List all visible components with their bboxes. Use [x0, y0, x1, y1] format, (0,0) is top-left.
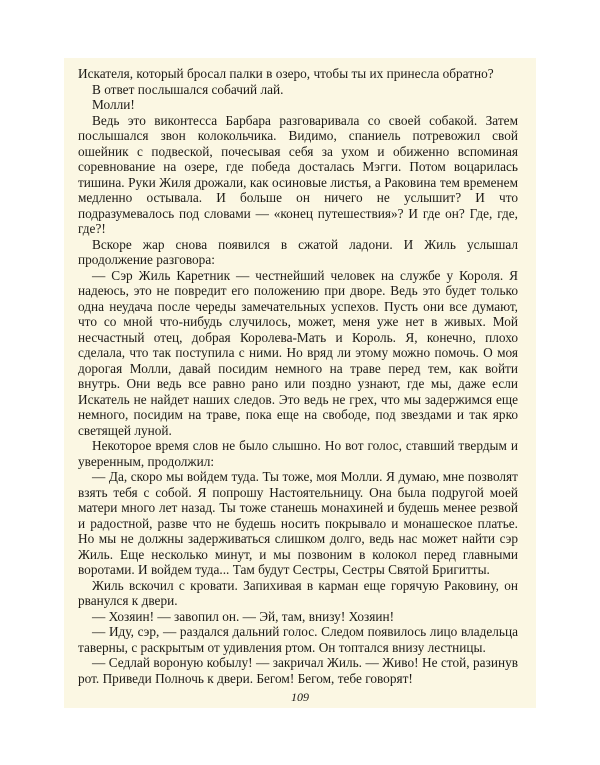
paragraph-11: — Иду, сэр, — раздался дальний голос. Следом появилось лицо владельца таверны, с раскрытым от удивления ртом. Он топтался внизу лестницы. [78, 624, 518, 655]
book-page [64, 58, 536, 708]
paragraph-1: Искателя, который бросал палки в озеро, чтобы ты их принесла обратно? [78, 66, 494, 81]
paragraph-8: — Да, скоро мы войдем туда. Ты тоже, моя Молли. Я думаю, мне позволят взять тебя с собой. Я попрошу Настоятельницу. Она была подругой моей матери много лет назад. Ты тоже станешь монахиней и будешь менее резвой и радостной, разве что не будешь носить покрывало и монашеское платье. Но мы не должны задерживаться слишком долго, ведь нас может найти сэр Жиль. Еще несколько минут, и мы позвоним в колокол перед главными воротами. И войдем туда... Там будут Сестры, Сестры Святой Бригитты. [78, 469, 518, 577]
paragraph-6: — Сэр Жиль Каретник — честнейший человек на службе у Короля. Я надеюсь, это не повредит его положению при дворе. Ведь это будет только одна неудача после череды замечательных успехов. Пусть они все думают, что со мной что-нибудь случилось, может, меня уже нет в живых. Мой несчастный отец, добрая Королева-Мать и Король. Я, конечно, плохо сделала, что так поступила с ними. Но вряд ли этому можно помочь. О моя дорогая Молли, давай посидим немного на траве перед тем, как войти внутрь. Они ведь все равно рано или поздно узнают, где мы, даже если Искатель не найдет наших следов. Это ведь не грех, что мы задержимся еще немного, посидим на траве, пока еще на свободе, под звездами и так ярко светящей луной. [78, 267, 518, 438]
page-text [78, 66, 518, 686]
paragraph-7: Некоторое время слов не было слышно. Но вот голос, ставший твердым и уверенным, продолжил: [78, 438, 518, 469]
paragraph-10: — Хозяин! — завопил он. — Эй, там, внизу! Хозяин! [92, 608, 395, 624]
paragraph-3: Молли! [92, 97, 135, 112]
paragraph-9: Жиль вскочил с кровати. Запихивая в карман еще горячую Раковину, он рванулся к двери. [78, 577, 518, 608]
paragraph-5: Вскоре жар снова появился в сжатой ладони. И Жиль услышал продолжение разговора: [78, 236, 518, 267]
page-number: 109 [291, 690, 309, 704]
paragraph-12: — Седлай вороную кобылу! — закричал Жиль. — Живо! Не стой, разинув рот. Приведи Полночь к двери. Бегом! Бегом, тебе говорят! [78, 655, 518, 686]
paragraph-4: Ведь это виконтесса Барбара разговаривала со своей собакой. Затем послышался звон колокольчика. Видимо, спаниель потревожил свой ошейник с подвеской, почесывая себя за ухом и обиженно вспоминая соревнование на озере, где победа досталась Мэгги. Потом воцарилась тишина. Руки Жиля дрожали, как осиновые листья, а Раковина тем временем медленно остывала. И больше он ничего не услышит? И что подразумевалось под словами — «конец путешествия»? И где он? Где, где, где?! [78, 112, 518, 236]
paragraph-2: В ответ послышался собачий лай. [92, 81, 284, 97]
